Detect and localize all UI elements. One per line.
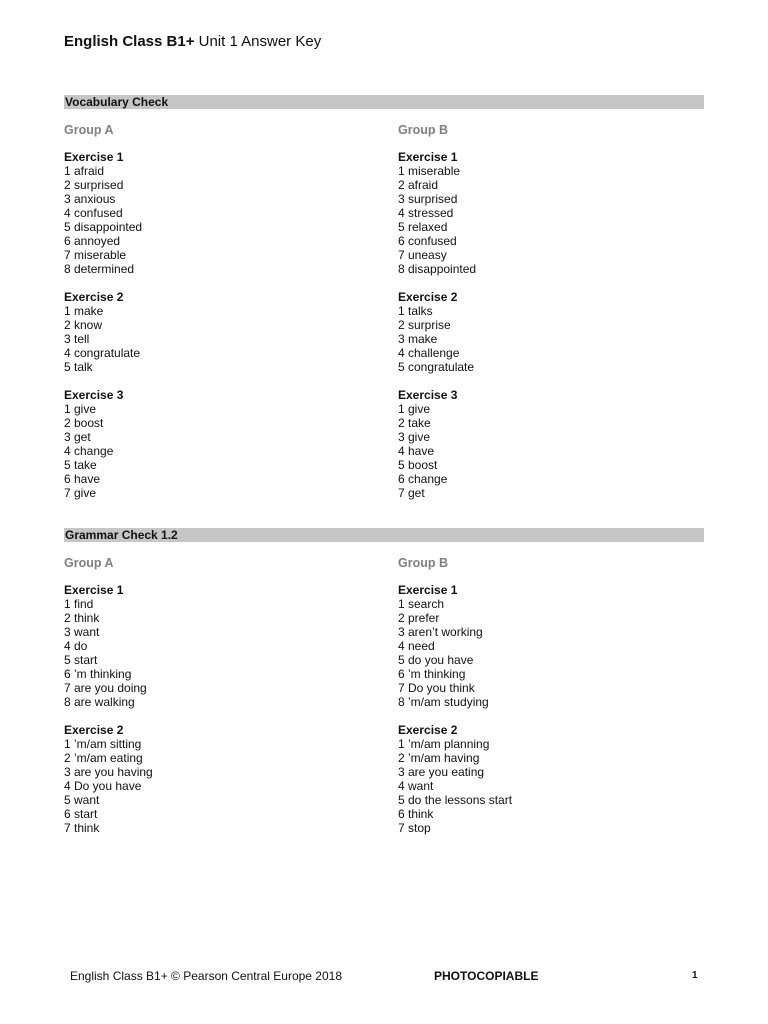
exercise-block (398, 290, 476, 374)
answer-item: 4 have (398, 444, 435, 458)
answer-item: 4 need (398, 639, 435, 653)
answer-item: 5 talk (64, 360, 93, 374)
answer-item: 2 afraid (398, 178, 439, 192)
exercise-title: Exercise 2 (64, 723, 124, 737)
answer-item: 3 tell (64, 332, 90, 346)
answer-item: 5 do the lessons start (398, 793, 513, 807)
answer-item: 4 Do you have (64, 779, 142, 793)
answer-item: 4 stressed (398, 206, 454, 220)
page-title-bold: English Class B1+ (64, 33, 195, 50)
answer-item: 7 think (64, 821, 100, 835)
footer-page-number: 1 (692, 970, 698, 981)
answer-item: 6 ’m thinking (398, 667, 466, 681)
vocab-group-b-column (398, 150, 476, 514)
group-b-label: Group B (398, 123, 448, 137)
exercise-block (64, 723, 153, 835)
answer-item: 5 relaxed (398, 220, 448, 234)
answer-item: 2 surprised (64, 178, 124, 192)
exercise-title: Exercise 3 (64, 388, 124, 402)
answer-item: 6 confused (398, 234, 457, 248)
answer-item: 1 give (398, 402, 431, 416)
exercise-title: Exercise 3 (398, 388, 458, 402)
group-b-label: Group B (398, 556, 448, 570)
page-title-rest: Unit 1 Answer Key (194, 33, 322, 50)
exercise-title: Exercise 2 (398, 723, 458, 737)
answer-item: 2 know (64, 318, 103, 332)
answer-item: 6 start (64, 807, 98, 821)
answer-item: 3 want (64, 625, 100, 639)
answer-item: 3 are you eating (398, 765, 485, 779)
answer-item: 5 do you have (398, 653, 474, 667)
exercise-block (398, 723, 512, 835)
group-a-label: Group A (64, 556, 114, 570)
answer-item: 2 think (64, 611, 100, 625)
answer-item: 3 are you having (64, 765, 153, 779)
page-title (64, 32, 321, 52)
answer-item: 2 ’m/am eating (64, 751, 143, 765)
answer-item: 4 want (398, 779, 434, 793)
answer-item: 1 give (64, 402, 97, 416)
exercise-block (64, 290, 142, 374)
exercise-block (398, 388, 476, 500)
answer-item: 6 ’m thinking (64, 667, 132, 681)
answer-item: 5 congratulate (398, 360, 475, 374)
exercise-title: Exercise 2 (64, 290, 124, 304)
answer-item: 4 challenge (398, 346, 460, 360)
section-heading-grammar: Grammar Check 1.2 (64, 528, 704, 542)
answer-item: 1 search (398, 597, 445, 611)
answer-item: 5 want (64, 793, 100, 807)
answer-item: 4 change (64, 444, 114, 458)
answer-item: 7 get (398, 486, 425, 500)
answer-item: 8 disappointed (398, 262, 477, 276)
answer-item: 4 confused (64, 206, 123, 220)
exercise-block (398, 583, 512, 709)
answer-item: 3 get (64, 430, 91, 444)
exercise-block (398, 150, 476, 276)
exercise-block (64, 150, 142, 276)
answer-item: 6 think (398, 807, 434, 821)
answer-item: 6 annoyed (64, 234, 121, 248)
answer-item: 1 talks (398, 304, 433, 318)
answer-item: 1 ’m/am planning (398, 737, 490, 751)
vocab-group-a-column (64, 150, 142, 514)
answer-item: 2 take (398, 416, 431, 430)
answer-item: 7 miserable (64, 248, 127, 262)
answer-item: 3 anxious (64, 192, 116, 206)
answer-item: 1 find (64, 597, 94, 611)
exercise-title: Exercise 2 (398, 290, 458, 304)
answer-item: 7 uneasy (398, 248, 447, 262)
answer-item: 2 prefer (398, 611, 440, 625)
exercise-title: Exercise 1 (398, 583, 458, 597)
answer-item: 6 change (398, 472, 448, 486)
answer-item: 7 give (64, 486, 97, 500)
group-a-label: Group A (64, 123, 114, 137)
exercise-title: Exercise 1 (64, 150, 124, 164)
answer-item: 3 surprised (398, 192, 458, 206)
answer-item: 1 ’m/am sitting (64, 737, 142, 751)
answer-item: 8 determined (64, 262, 135, 276)
footer-photocopiable: PHOTOCOPIABLE (434, 969, 539, 983)
answer-item: 2 ’m/am having (398, 751, 480, 765)
answer-item: 5 take (64, 458, 97, 472)
grammar-group-b-column (398, 583, 512, 849)
answer-item: 3 aren’t working (398, 625, 483, 639)
answer-item: 4 do (64, 639, 88, 653)
answer-item: 8 ’m/am studying (398, 695, 489, 709)
answer-item: 7 Do you think (398, 681, 475, 695)
section-heading-vocabulary: Vocabulary Check (64, 95, 704, 109)
exercise-block (64, 388, 142, 500)
answer-item: 2 boost (64, 416, 104, 430)
exercise-title: Exercise 1 (398, 150, 458, 164)
footer-copyright: English Class B1+ © Pearson Central Europe 2018 (70, 969, 342, 983)
answer-item: 1 miserable (398, 164, 461, 178)
answer-item: 3 make (398, 332, 438, 346)
answer-item: 5 start (64, 653, 98, 667)
exercise-title: Exercise 1 (64, 583, 124, 597)
answer-item: 1 afraid (64, 164, 105, 178)
answer-item: 3 give (398, 430, 431, 444)
answer-item: 1 make (64, 304, 104, 318)
answer-item: 5 disappointed (64, 220, 143, 234)
answer-item: 6 have (64, 472, 101, 486)
answer-item: 2 surprise (398, 318, 451, 332)
grammar-group-a-column (64, 583, 153, 849)
answer-item: 4 congratulate (64, 346, 141, 360)
answer-item: 7 stop (398, 821, 431, 835)
answer-item: 7 are you doing (64, 681, 147, 695)
answer-item: 8 are walking (64, 695, 135, 709)
answer-item: 5 boost (398, 458, 438, 472)
exercise-block (64, 583, 153, 709)
